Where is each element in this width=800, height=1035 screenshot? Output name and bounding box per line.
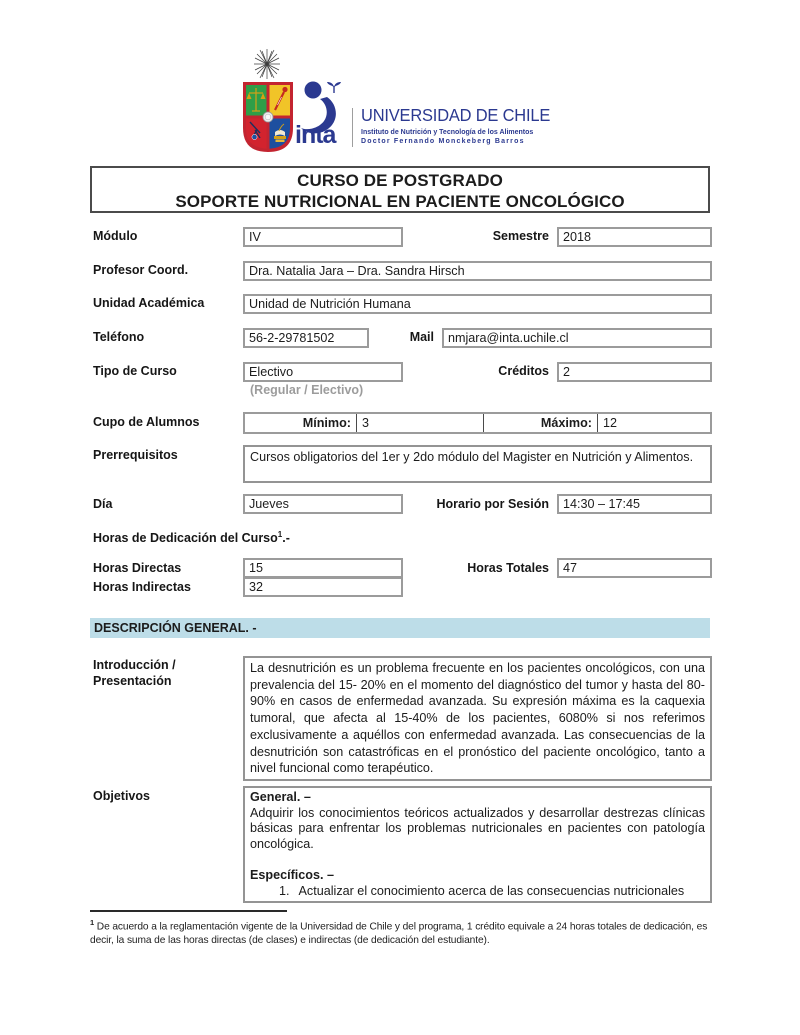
cupo-label: Cupo de Alumnos bbox=[93, 415, 200, 429]
institute-name: Instituto de Nutrición y Tecnología de los Alimentos bbox=[361, 129, 534, 136]
cupo-min-field[interactable]: 3 bbox=[356, 414, 483, 432]
horas-directas-field[interactable]: 15 bbox=[243, 558, 403, 578]
unidad-label: Unidad Académica bbox=[93, 296, 205, 310]
profesor-field[interactable]: Dra. Natalia Jara – Dra. Sandra Hirsch bbox=[243, 261, 712, 281]
tipo-curso-field[interactable]: Electivo bbox=[243, 362, 403, 382]
semestre-field[interactable]: 2018 bbox=[557, 227, 712, 247]
prerrequisitos-label: Prerrequisitos bbox=[93, 448, 178, 462]
introduccion-label-line1: Introducción / bbox=[93, 658, 176, 672]
horas-dedicacion-text: Horas de Dedicación del Curso bbox=[93, 531, 278, 545]
horas-totales-label: Horas Totales bbox=[467, 561, 549, 575]
course-title-line1: CURSO DE POSTGRADO bbox=[297, 171, 503, 190]
universidad-de-chile-crest-icon bbox=[241, 48, 295, 154]
horas-indirectas-field[interactable]: 32 bbox=[243, 577, 403, 597]
cupo-table bbox=[243, 412, 712, 434]
introduccion-field[interactable]: La desnutrición es un problema frecuente en los pacientes oncológicos, con una prevalencia del 15- 20% en el momento del diagnóstico del tumor y hasta del 80-90% en casos de enfermedad avanzada. Su expresión máxima es la caquexia tumoral, que afecta al 15-40% de los pacientes, 6080% si nos referimos exclusivamente a aquéllos con enfermedad avanzada. Las consecuencias de la desnutrición son catastróficas en el pronóstico del paciente oncológico, tanto a nivel funcional como terapéutico. bbox=[243, 656, 712, 781]
institute-founder: Doctor Fernando Monckeberg Barros bbox=[361, 138, 525, 145]
footnote-text bbox=[90, 916, 714, 948]
mail-label: Mail bbox=[409, 330, 434, 344]
introduccion-label-line2: Presentación bbox=[93, 674, 172, 688]
horas-dedicacion-title bbox=[93, 531, 290, 545]
objetivos-general-title: General. – bbox=[250, 790, 311, 804]
prerrequisitos-field[interactable]: Cursos obligatorios del 1er y 2do módulo del Magister en Nutrición y Alimentos. bbox=[243, 445, 712, 483]
mail-field[interactable]: nmjara@inta.uchile.cl bbox=[442, 328, 712, 348]
horario-label: Horario por Sesión bbox=[436, 497, 549, 511]
modulo-field[interactable]: IV bbox=[243, 227, 403, 247]
objetivos-general-text: Adquirir los conocimientos teóricos actualizados y desarrollar destrezas clínicas básicas para enfrentar los problemas nutricionales en pacientes con patología oncológica. bbox=[250, 805, 705, 851]
dia-label: Día bbox=[93, 497, 113, 511]
telefono-field[interactable]: 56-2-29781502 bbox=[243, 328, 369, 348]
university-text-block bbox=[361, 105, 562, 145]
objetivos-especificos-title: Específicos. – bbox=[250, 867, 334, 882]
creditos-label: Créditos bbox=[498, 364, 549, 378]
objetivos-spacer bbox=[250, 852, 705, 868]
modulo-label: Módulo bbox=[93, 229, 138, 243]
objetivos-item-1-text: Actualizar el conocimiento acerca de las consecuencias nutricionales bbox=[298, 883, 685, 898]
objetivos-label: Objetivos bbox=[93, 789, 150, 803]
footnote-ref: 1 bbox=[90, 918, 95, 927]
horas-indirectas-label: Horas Indirectas bbox=[93, 580, 191, 594]
tipo-curso-label: Tipo de Curso bbox=[93, 364, 177, 378]
course-title-line2: SOPORTE NUTRICIONAL EN PACIENTE ONCOLÓGICO bbox=[175, 192, 625, 211]
profesor-label: Profesor Coord. bbox=[93, 263, 189, 277]
horas-dedicacion-footnote-ref: 1 bbox=[277, 529, 283, 539]
course-title-box bbox=[90, 166, 710, 213]
horas-directas-label: Horas Directas bbox=[93, 561, 182, 575]
inta-wordmark: inta bbox=[295, 121, 336, 148]
unidad-field[interactable]: Unidad de Nutrición Humana bbox=[243, 294, 712, 314]
descripcion-general-header: DESCRIPCIÓN GENERAL. - bbox=[90, 618, 710, 638]
objetivos-field[interactable] bbox=[243, 786, 712, 903]
logo-divider bbox=[352, 108, 353, 147]
footnote-divider bbox=[90, 910, 287, 912]
cupo-max-label: Máximo: bbox=[483, 414, 597, 432]
footnote-body: De acuerdo a la reglamentación vigente de la Universidad de Chile y del programa, 1 crédito equivale a 24 horas totales de dedicación, es decir, la suma de las horas directas (de clases) e indirectas (de dedicación del estudiante). bbox=[90, 921, 708, 947]
objetivos-item-1 bbox=[250, 884, 705, 900]
cupo-min-label: Mínimo: bbox=[302, 416, 351, 430]
objetivos-item-1-number: 1. bbox=[279, 883, 290, 898]
semestre-label: Semestre bbox=[492, 229, 549, 243]
horas-dedicacion-suffix: .- bbox=[282, 531, 290, 545]
inta-logo-icon bbox=[294, 80, 346, 148]
horas-totales-field[interactable]: 47 bbox=[557, 558, 712, 578]
cupo-max-field[interactable]: 12 bbox=[597, 414, 710, 432]
dia-field[interactable]: Jueves bbox=[243, 494, 403, 514]
telefono-label: Teléfono bbox=[93, 330, 145, 344]
creditos-field[interactable]: 2 bbox=[557, 362, 712, 382]
horario-field[interactable]: 14:30 – 17:45 bbox=[557, 494, 712, 514]
tipo-curso-hint: (Regular / Electivo) bbox=[250, 383, 364, 397]
university-name: UNIVERSIDAD DE CHILE bbox=[361, 105, 551, 125]
